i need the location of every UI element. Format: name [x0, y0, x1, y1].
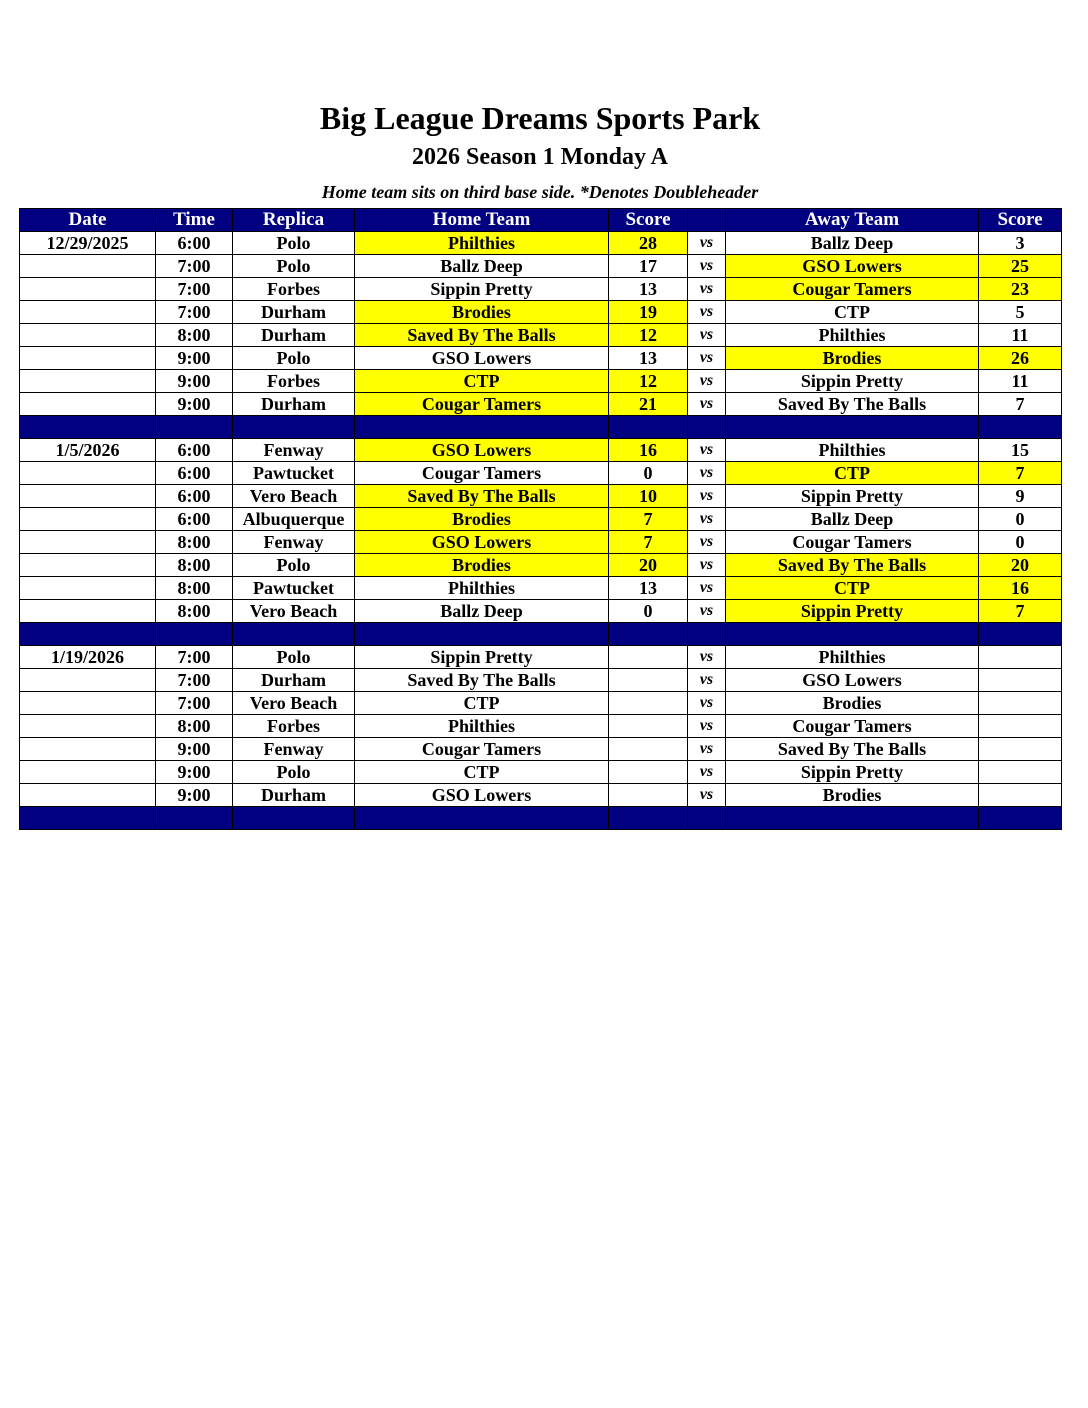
home-score: 13 — [609, 347, 688, 370]
away-team: Sippin Pretty — [726, 600, 979, 623]
game-field: Fenway — [233, 439, 355, 462]
vs-label: vs — [688, 692, 726, 715]
header-time: Time — [156, 209, 233, 232]
game-date — [20, 462, 156, 485]
away-team: CTP — [726, 577, 979, 600]
game-date — [20, 393, 156, 416]
away-score: 23 — [979, 278, 1062, 301]
game-date — [20, 370, 156, 393]
game-date — [20, 761, 156, 784]
separator-cell — [609, 416, 688, 439]
home-team: GSO Lowers — [355, 784, 609, 807]
separator-cell — [20, 807, 156, 830]
game-date — [20, 255, 156, 278]
away-team: Saved By The Balls — [726, 738, 979, 761]
game-date: 12/29/2025 — [20, 232, 156, 255]
game-row — [20, 531, 1062, 554]
header-home-team: Home Team — [355, 209, 609, 232]
header-row — [20, 209, 1062, 232]
home-team: GSO Lowers — [355, 347, 609, 370]
away-team: Philthies — [726, 439, 979, 462]
home-score — [609, 784, 688, 807]
game-time: 7:00 — [156, 255, 233, 278]
home-team: Cougar Tamers — [355, 738, 609, 761]
game-field: Fenway — [233, 531, 355, 554]
vs-label: vs — [688, 531, 726, 554]
vs-label: vs — [688, 554, 726, 577]
separator-cell — [688, 807, 726, 830]
game-time: 9:00 — [156, 347, 233, 370]
game-date — [20, 738, 156, 761]
game-field: Durham — [233, 784, 355, 807]
game-date — [20, 324, 156, 347]
game-row — [20, 600, 1062, 623]
home-team: Brodies — [355, 508, 609, 531]
game-date — [20, 784, 156, 807]
home-team: Brodies — [355, 301, 609, 324]
game-time: 6:00 — [156, 232, 233, 255]
away-score — [979, 692, 1062, 715]
away-team: Philthies — [726, 324, 979, 347]
game-row — [20, 232, 1062, 255]
game-field: Albuquerque — [233, 508, 355, 531]
game-row — [20, 255, 1062, 278]
game-time: 9:00 — [156, 761, 233, 784]
game-date — [20, 577, 156, 600]
home-team: Sippin Pretty — [355, 646, 609, 669]
week-separator-row — [20, 416, 1062, 439]
vs-label: vs — [688, 278, 726, 301]
vs-label: vs — [688, 715, 726, 738]
game-time: 6:00 — [156, 508, 233, 531]
game-time: 7:00 — [156, 692, 233, 715]
vs-label: vs — [688, 646, 726, 669]
header-home-score: Score — [609, 209, 688, 232]
game-time: 7:00 — [156, 646, 233, 669]
vs-label: vs — [688, 784, 726, 807]
vs-label: vs — [688, 508, 726, 531]
home-team: Brodies — [355, 554, 609, 577]
page-subtitle: 2026 Season 1 Monday A — [411, 144, 669, 170]
separator-cell — [688, 623, 726, 646]
vs-label: vs — [688, 439, 726, 462]
home-score: 20 — [609, 554, 688, 577]
away-score: 11 — [979, 324, 1062, 347]
game-date — [20, 692, 156, 715]
away-team: CTP — [726, 462, 979, 485]
home-team: Sippin Pretty — [355, 278, 609, 301]
game-field: Fenway — [233, 738, 355, 761]
away-score: 26 — [979, 347, 1062, 370]
vs-label: vs — [688, 669, 726, 692]
schedule-table — [19, 208, 1062, 830]
home-score: 7 — [609, 508, 688, 531]
game-date: 1/5/2026 — [20, 439, 156, 462]
home-team: Cougar Tamers — [355, 462, 609, 485]
home-score: 16 — [609, 439, 688, 462]
home-score: 28 — [609, 232, 688, 255]
home-score: 0 — [609, 462, 688, 485]
separator-cell — [20, 623, 156, 646]
header-away-team: Away Team — [726, 209, 979, 232]
away-team: Saved By The Balls — [726, 393, 979, 416]
away-score: 16 — [979, 577, 1062, 600]
home-score: 13 — [609, 577, 688, 600]
page-note: Home team sits on third base side. *Denotes Doubleheader — [321, 182, 759, 202]
game-time: 7:00 — [156, 669, 233, 692]
away-score — [979, 646, 1062, 669]
game-time: 9:00 — [156, 738, 233, 761]
away-score: 0 — [979, 531, 1062, 554]
game-row — [20, 393, 1062, 416]
game-field: Polo — [233, 554, 355, 577]
game-row — [20, 669, 1062, 692]
game-row — [20, 761, 1062, 784]
game-date — [20, 554, 156, 577]
game-field: Pawtucket — [233, 462, 355, 485]
home-team: CTP — [355, 370, 609, 393]
away-score: 15 — [979, 439, 1062, 462]
header-vs — [688, 209, 726, 232]
game-date — [20, 301, 156, 324]
game-date — [20, 715, 156, 738]
away-score: 25 — [979, 255, 1062, 278]
home-score: 7 — [609, 531, 688, 554]
away-score: 7 — [979, 600, 1062, 623]
game-time: 8:00 — [156, 715, 233, 738]
home-team: Ballz Deep — [355, 255, 609, 278]
game-time: 7:00 — [156, 301, 233, 324]
away-score: 5 — [979, 301, 1062, 324]
home-score: 12 — [609, 370, 688, 393]
vs-label: vs — [688, 761, 726, 784]
vs-label: vs — [688, 393, 726, 416]
header-replica: Replica — [233, 209, 355, 232]
home-team: Philthies — [355, 232, 609, 255]
game-row — [20, 301, 1062, 324]
away-score — [979, 715, 1062, 738]
separator-cell — [609, 807, 688, 830]
home-score: 19 — [609, 301, 688, 324]
home-score — [609, 738, 688, 761]
away-score — [979, 784, 1062, 807]
home-score — [609, 692, 688, 715]
separator-cell — [156, 807, 233, 830]
header-date: Date — [20, 209, 156, 232]
separator-cell — [726, 807, 979, 830]
game-row — [20, 324, 1062, 347]
game-time: 8:00 — [156, 577, 233, 600]
game-row — [20, 462, 1062, 485]
game-row — [20, 347, 1062, 370]
game-field: Durham — [233, 393, 355, 416]
game-date — [20, 485, 156, 508]
separator-cell — [20, 416, 156, 439]
vs-label: vs — [688, 324, 726, 347]
game-date — [20, 531, 156, 554]
separator-cell — [233, 416, 355, 439]
home-team: Ballz Deep — [355, 600, 609, 623]
away-team: Cougar Tamers — [726, 278, 979, 301]
home-team: GSO Lowers — [355, 439, 609, 462]
home-team: Philthies — [355, 715, 609, 738]
page-title: Big League Dreams Sports Park — [319, 100, 761, 136]
game-row — [20, 554, 1062, 577]
separator-cell — [355, 623, 609, 646]
game-field: Polo — [233, 255, 355, 278]
away-score: 0 — [979, 508, 1062, 531]
away-team: Brodies — [726, 784, 979, 807]
game-field: Vero Beach — [233, 600, 355, 623]
away-team: Ballz Deep — [726, 508, 979, 531]
game-time: 8:00 — [156, 600, 233, 623]
home-score — [609, 715, 688, 738]
separator-cell — [355, 807, 609, 830]
game-row — [20, 738, 1062, 761]
home-score: 21 — [609, 393, 688, 416]
separator-cell — [609, 623, 688, 646]
game-time: 7:00 — [156, 278, 233, 301]
game-time: 6:00 — [156, 462, 233, 485]
home-score: 12 — [609, 324, 688, 347]
home-score: 13 — [609, 278, 688, 301]
away-team: GSO Lowers — [726, 669, 979, 692]
separator-cell — [979, 807, 1062, 830]
vs-label: vs — [688, 232, 726, 255]
separator-cell — [355, 416, 609, 439]
home-team: Cougar Tamers — [355, 393, 609, 416]
home-team: GSO Lowers — [355, 531, 609, 554]
game-date — [20, 278, 156, 301]
home-score: 0 — [609, 600, 688, 623]
vs-label: vs — [688, 347, 726, 370]
game-time: 8:00 — [156, 554, 233, 577]
vs-label: vs — [688, 255, 726, 278]
game-field: Forbes — [233, 370, 355, 393]
away-team: GSO Lowers — [726, 255, 979, 278]
vs-label: vs — [688, 370, 726, 393]
home-team: Philthies — [355, 577, 609, 600]
game-row — [20, 508, 1062, 531]
game-date — [20, 347, 156, 370]
away-score: 11 — [979, 370, 1062, 393]
game-date — [20, 669, 156, 692]
away-team: Ballz Deep — [726, 232, 979, 255]
away-score — [979, 738, 1062, 761]
game-time: 9:00 — [156, 393, 233, 416]
game-field: Durham — [233, 324, 355, 347]
away-score: 7 — [979, 462, 1062, 485]
away-team: Sippin Pretty — [726, 485, 979, 508]
game-row — [20, 692, 1062, 715]
week-separator-row — [20, 807, 1062, 830]
game-row — [20, 370, 1062, 393]
away-team: Saved By The Balls — [726, 554, 979, 577]
game-field: Durham — [233, 301, 355, 324]
home-score — [609, 646, 688, 669]
schedule-body — [20, 232, 1062, 830]
away-score: 7 — [979, 393, 1062, 416]
game-time: 9:00 — [156, 370, 233, 393]
game-date: 1/19/2026 — [20, 646, 156, 669]
vs-label: vs — [688, 301, 726, 324]
game-field: Vero Beach — [233, 485, 355, 508]
home-team: Saved By The Balls — [355, 324, 609, 347]
game-row — [20, 577, 1062, 600]
separator-cell — [233, 623, 355, 646]
home-team: Saved By The Balls — [355, 669, 609, 692]
game-time: 9:00 — [156, 784, 233, 807]
home-score — [609, 761, 688, 784]
game-field: Polo — [233, 761, 355, 784]
vs-label: vs — [688, 738, 726, 761]
home-score: 10 — [609, 485, 688, 508]
game-time: 6:00 — [156, 439, 233, 462]
away-score — [979, 669, 1062, 692]
vs-label: vs — [688, 485, 726, 508]
away-team: Cougar Tamers — [726, 531, 979, 554]
away-team: Philthies — [726, 646, 979, 669]
away-score: 3 — [979, 232, 1062, 255]
separator-cell — [233, 807, 355, 830]
game-time: 8:00 — [156, 531, 233, 554]
separator-cell — [979, 623, 1062, 646]
game-time: 6:00 — [156, 485, 233, 508]
away-team: Sippin Pretty — [726, 761, 979, 784]
away-team: Brodies — [726, 347, 979, 370]
home-team: CTP — [355, 692, 609, 715]
away-team: Brodies — [726, 692, 979, 715]
separator-cell — [688, 416, 726, 439]
vs-label: vs — [688, 577, 726, 600]
game-date — [20, 508, 156, 531]
away-score: 20 — [979, 554, 1062, 577]
game-field: Polo — [233, 232, 355, 255]
away-team: CTP — [726, 301, 979, 324]
game-field: Pawtucket — [233, 577, 355, 600]
game-time: 8:00 — [156, 324, 233, 347]
away-score: 9 — [979, 485, 1062, 508]
separator-cell — [979, 416, 1062, 439]
game-row — [20, 485, 1062, 508]
game-field: Polo — [233, 646, 355, 669]
game-row — [20, 278, 1062, 301]
vs-label: vs — [688, 600, 726, 623]
separator-cell — [726, 623, 979, 646]
game-row — [20, 784, 1062, 807]
game-row — [20, 439, 1062, 462]
away-team: Sippin Pretty — [726, 370, 979, 393]
home-team: Saved By The Balls — [355, 485, 609, 508]
separator-cell — [726, 416, 979, 439]
home-team: CTP — [355, 761, 609, 784]
game-row — [20, 715, 1062, 738]
game-row — [20, 646, 1062, 669]
separator-cell — [156, 623, 233, 646]
home-score: 17 — [609, 255, 688, 278]
game-date — [20, 600, 156, 623]
game-field: Durham — [233, 669, 355, 692]
game-field: Forbes — [233, 715, 355, 738]
away-team: Cougar Tamers — [726, 715, 979, 738]
game-field: Forbes — [233, 278, 355, 301]
game-field: Vero Beach — [233, 692, 355, 715]
header-away-score: Score — [979, 209, 1062, 232]
vs-label: vs — [688, 462, 726, 485]
away-score — [979, 761, 1062, 784]
week-separator-row — [20, 623, 1062, 646]
home-score — [609, 669, 688, 692]
separator-cell — [156, 416, 233, 439]
game-field: Polo — [233, 347, 355, 370]
